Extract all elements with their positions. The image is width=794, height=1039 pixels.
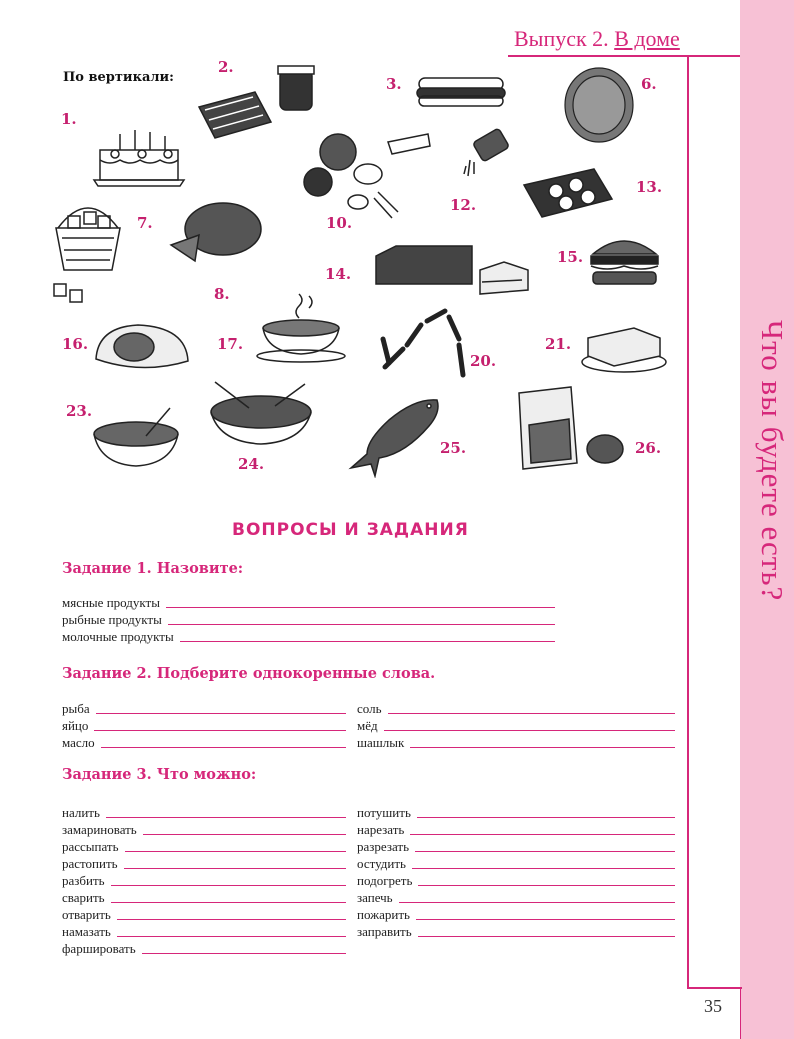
task1-row bbox=[62, 612, 555, 628]
item-number: 1. bbox=[61, 110, 77, 128]
task-word: фаршировать bbox=[62, 941, 136, 956]
item-number: 3. bbox=[386, 75, 402, 93]
cake-illustration bbox=[90, 120, 188, 192]
task-word: потушить bbox=[357, 805, 411, 820]
answer-line[interactable] bbox=[106, 816, 346, 818]
task3-row bbox=[62, 839, 346, 855]
item-number: 15. bbox=[557, 248, 584, 266]
task3-row bbox=[62, 907, 346, 923]
cereal-box-illustration bbox=[515, 385, 627, 473]
item-number: 2. bbox=[218, 58, 234, 76]
answer-line[interactable] bbox=[410, 746, 675, 748]
porridge-illustration bbox=[88, 402, 183, 472]
answer-line[interactable] bbox=[412, 867, 675, 869]
task3-row bbox=[62, 941, 346, 957]
task-word: налить bbox=[62, 805, 100, 820]
item-number: 10. bbox=[326, 214, 353, 232]
item-number: 21. bbox=[545, 335, 572, 353]
flatbread-illustration bbox=[562, 65, 637, 145]
item-number: 16. bbox=[62, 335, 89, 353]
task-word: соль bbox=[357, 701, 382, 716]
task3-title: Задание 3. Что можно: bbox=[62, 766, 257, 783]
task-word: растопить bbox=[62, 856, 118, 871]
task3-row bbox=[62, 873, 346, 889]
answer-line[interactable] bbox=[94, 729, 346, 731]
item-number: 25. bbox=[440, 439, 467, 457]
task-word: рыба bbox=[62, 701, 90, 716]
task3-row bbox=[357, 805, 675, 821]
task3-row bbox=[357, 890, 675, 906]
fish-illustration bbox=[345, 390, 443, 478]
task-word: молочные продукты bbox=[62, 629, 174, 644]
task1-row bbox=[62, 595, 555, 611]
chapter-title: Что вы будете есть? bbox=[755, 320, 790, 602]
item-number: 6. bbox=[641, 75, 657, 93]
answer-line[interactable] bbox=[384, 729, 675, 731]
task-word: масло bbox=[62, 735, 95, 750]
task1-title: Задание 1. Назовите: bbox=[62, 560, 244, 577]
item-number: 12. bbox=[450, 196, 477, 214]
butter-illustration bbox=[578, 318, 668, 380]
item-number: 17. bbox=[217, 335, 244, 353]
task-word: подогреть bbox=[357, 873, 413, 888]
item-number: 14. bbox=[325, 265, 352, 283]
item-number: 20. bbox=[470, 352, 497, 370]
task3-row bbox=[357, 822, 675, 838]
task-word: мясные продукты bbox=[62, 595, 160, 610]
task3-row bbox=[357, 839, 675, 855]
task2-title: Задание 2. Подберите однокоренные слова. bbox=[62, 665, 436, 682]
task-word: пожарить bbox=[357, 907, 410, 922]
task-word: рассыпать bbox=[62, 839, 119, 854]
answer-line[interactable] bbox=[166, 606, 555, 608]
answer-line[interactable] bbox=[101, 746, 346, 748]
sausages-illustration bbox=[375, 305, 470, 385]
task-word: нарезать bbox=[357, 822, 405, 837]
answer-line[interactable] bbox=[410, 833, 675, 835]
margin-rule bbox=[687, 57, 689, 989]
answer-line[interactable] bbox=[416, 918, 675, 920]
task-word: сварить bbox=[62, 890, 105, 905]
task-word: отварить bbox=[62, 907, 111, 922]
item-number: 24. bbox=[238, 455, 265, 473]
task3-row bbox=[357, 924, 675, 940]
task-word: мёд bbox=[357, 718, 378, 733]
answer-line[interactable] bbox=[399, 901, 675, 903]
soup-illustration bbox=[255, 290, 350, 365]
task3-row bbox=[62, 856, 346, 872]
egg-illustration bbox=[88, 315, 193, 377]
hotdog-illustration bbox=[415, 72, 507, 112]
section-label: В доме bbox=[614, 26, 680, 51]
answer-line[interactable] bbox=[180, 640, 555, 642]
task2-row bbox=[357, 701, 675, 717]
answer-line[interactable] bbox=[117, 935, 346, 937]
task2-row bbox=[62, 718, 346, 734]
task2-row bbox=[357, 735, 675, 751]
answer-line[interactable] bbox=[111, 884, 346, 886]
task3-row bbox=[62, 924, 346, 940]
salt-shaker-illustration bbox=[462, 128, 510, 178]
item-number: 7. bbox=[137, 214, 153, 232]
questions-title: ВОПРОСЫ И ЗАДАНИЯ bbox=[232, 520, 469, 540]
tray-illustration bbox=[520, 165, 615, 220]
item-number: 8. bbox=[214, 285, 230, 303]
task-word: остудить bbox=[357, 856, 406, 871]
answer-line[interactable] bbox=[415, 850, 675, 852]
task-word: замариновать bbox=[62, 822, 137, 837]
answer-line[interactable] bbox=[96, 712, 346, 714]
task3-row bbox=[62, 805, 346, 821]
header-rule bbox=[508, 55, 740, 57]
item-number: 26. bbox=[635, 439, 662, 457]
task-word: заправить bbox=[357, 924, 412, 939]
vegetables-illustration bbox=[278, 112, 436, 224]
salad-illustration bbox=[205, 378, 317, 450]
task-word: шашлык bbox=[357, 735, 405, 750]
task-word: рыбные продукты bbox=[62, 612, 162, 627]
item-number: 23. bbox=[66, 402, 93, 420]
issue-label: Выпуск 2. bbox=[514, 26, 609, 51]
page-number: 35 bbox=[704, 996, 722, 1016]
task-word: разрезать bbox=[357, 839, 410, 854]
task1-row bbox=[62, 629, 555, 645]
answer-line[interactable] bbox=[143, 833, 346, 835]
answer-line[interactable] bbox=[117, 918, 346, 920]
answer-line[interactable] bbox=[125, 850, 346, 852]
answer-line[interactable] bbox=[418, 935, 675, 937]
answer-line[interactable] bbox=[142, 952, 346, 954]
task2-row bbox=[357, 718, 675, 734]
burger-illustration bbox=[587, 232, 662, 292]
crossword-label: По вертикали: bbox=[63, 70, 174, 85]
task3-row bbox=[357, 873, 675, 889]
answer-line[interactable] bbox=[418, 884, 675, 886]
running-header bbox=[514, 26, 680, 52]
task3-row bbox=[357, 856, 675, 872]
item-number: 13. bbox=[636, 178, 663, 196]
sugar-basket-illustration bbox=[48, 198, 128, 308]
task3-row bbox=[62, 822, 346, 838]
pie-illustration bbox=[165, 195, 265, 273]
task-word: яйцо bbox=[62, 718, 89, 733]
task-word: разбить bbox=[62, 873, 105, 888]
answer-line[interactable] bbox=[388, 712, 675, 714]
answer-line[interactable] bbox=[111, 901, 346, 903]
page-number-rule bbox=[740, 989, 741, 1039]
footer-rule bbox=[687, 987, 742, 989]
answer-line[interactable] bbox=[168, 623, 555, 625]
answer-line[interactable] bbox=[417, 816, 675, 818]
task-word: запечь bbox=[357, 890, 393, 905]
answer-line[interactable] bbox=[124, 867, 346, 869]
task3-row bbox=[62, 890, 346, 906]
bread-illustration bbox=[372, 240, 532, 302]
task2-row bbox=[62, 735, 346, 751]
task3-row bbox=[357, 907, 675, 923]
task-word: намазать bbox=[62, 924, 111, 939]
task2-row bbox=[62, 701, 346, 717]
